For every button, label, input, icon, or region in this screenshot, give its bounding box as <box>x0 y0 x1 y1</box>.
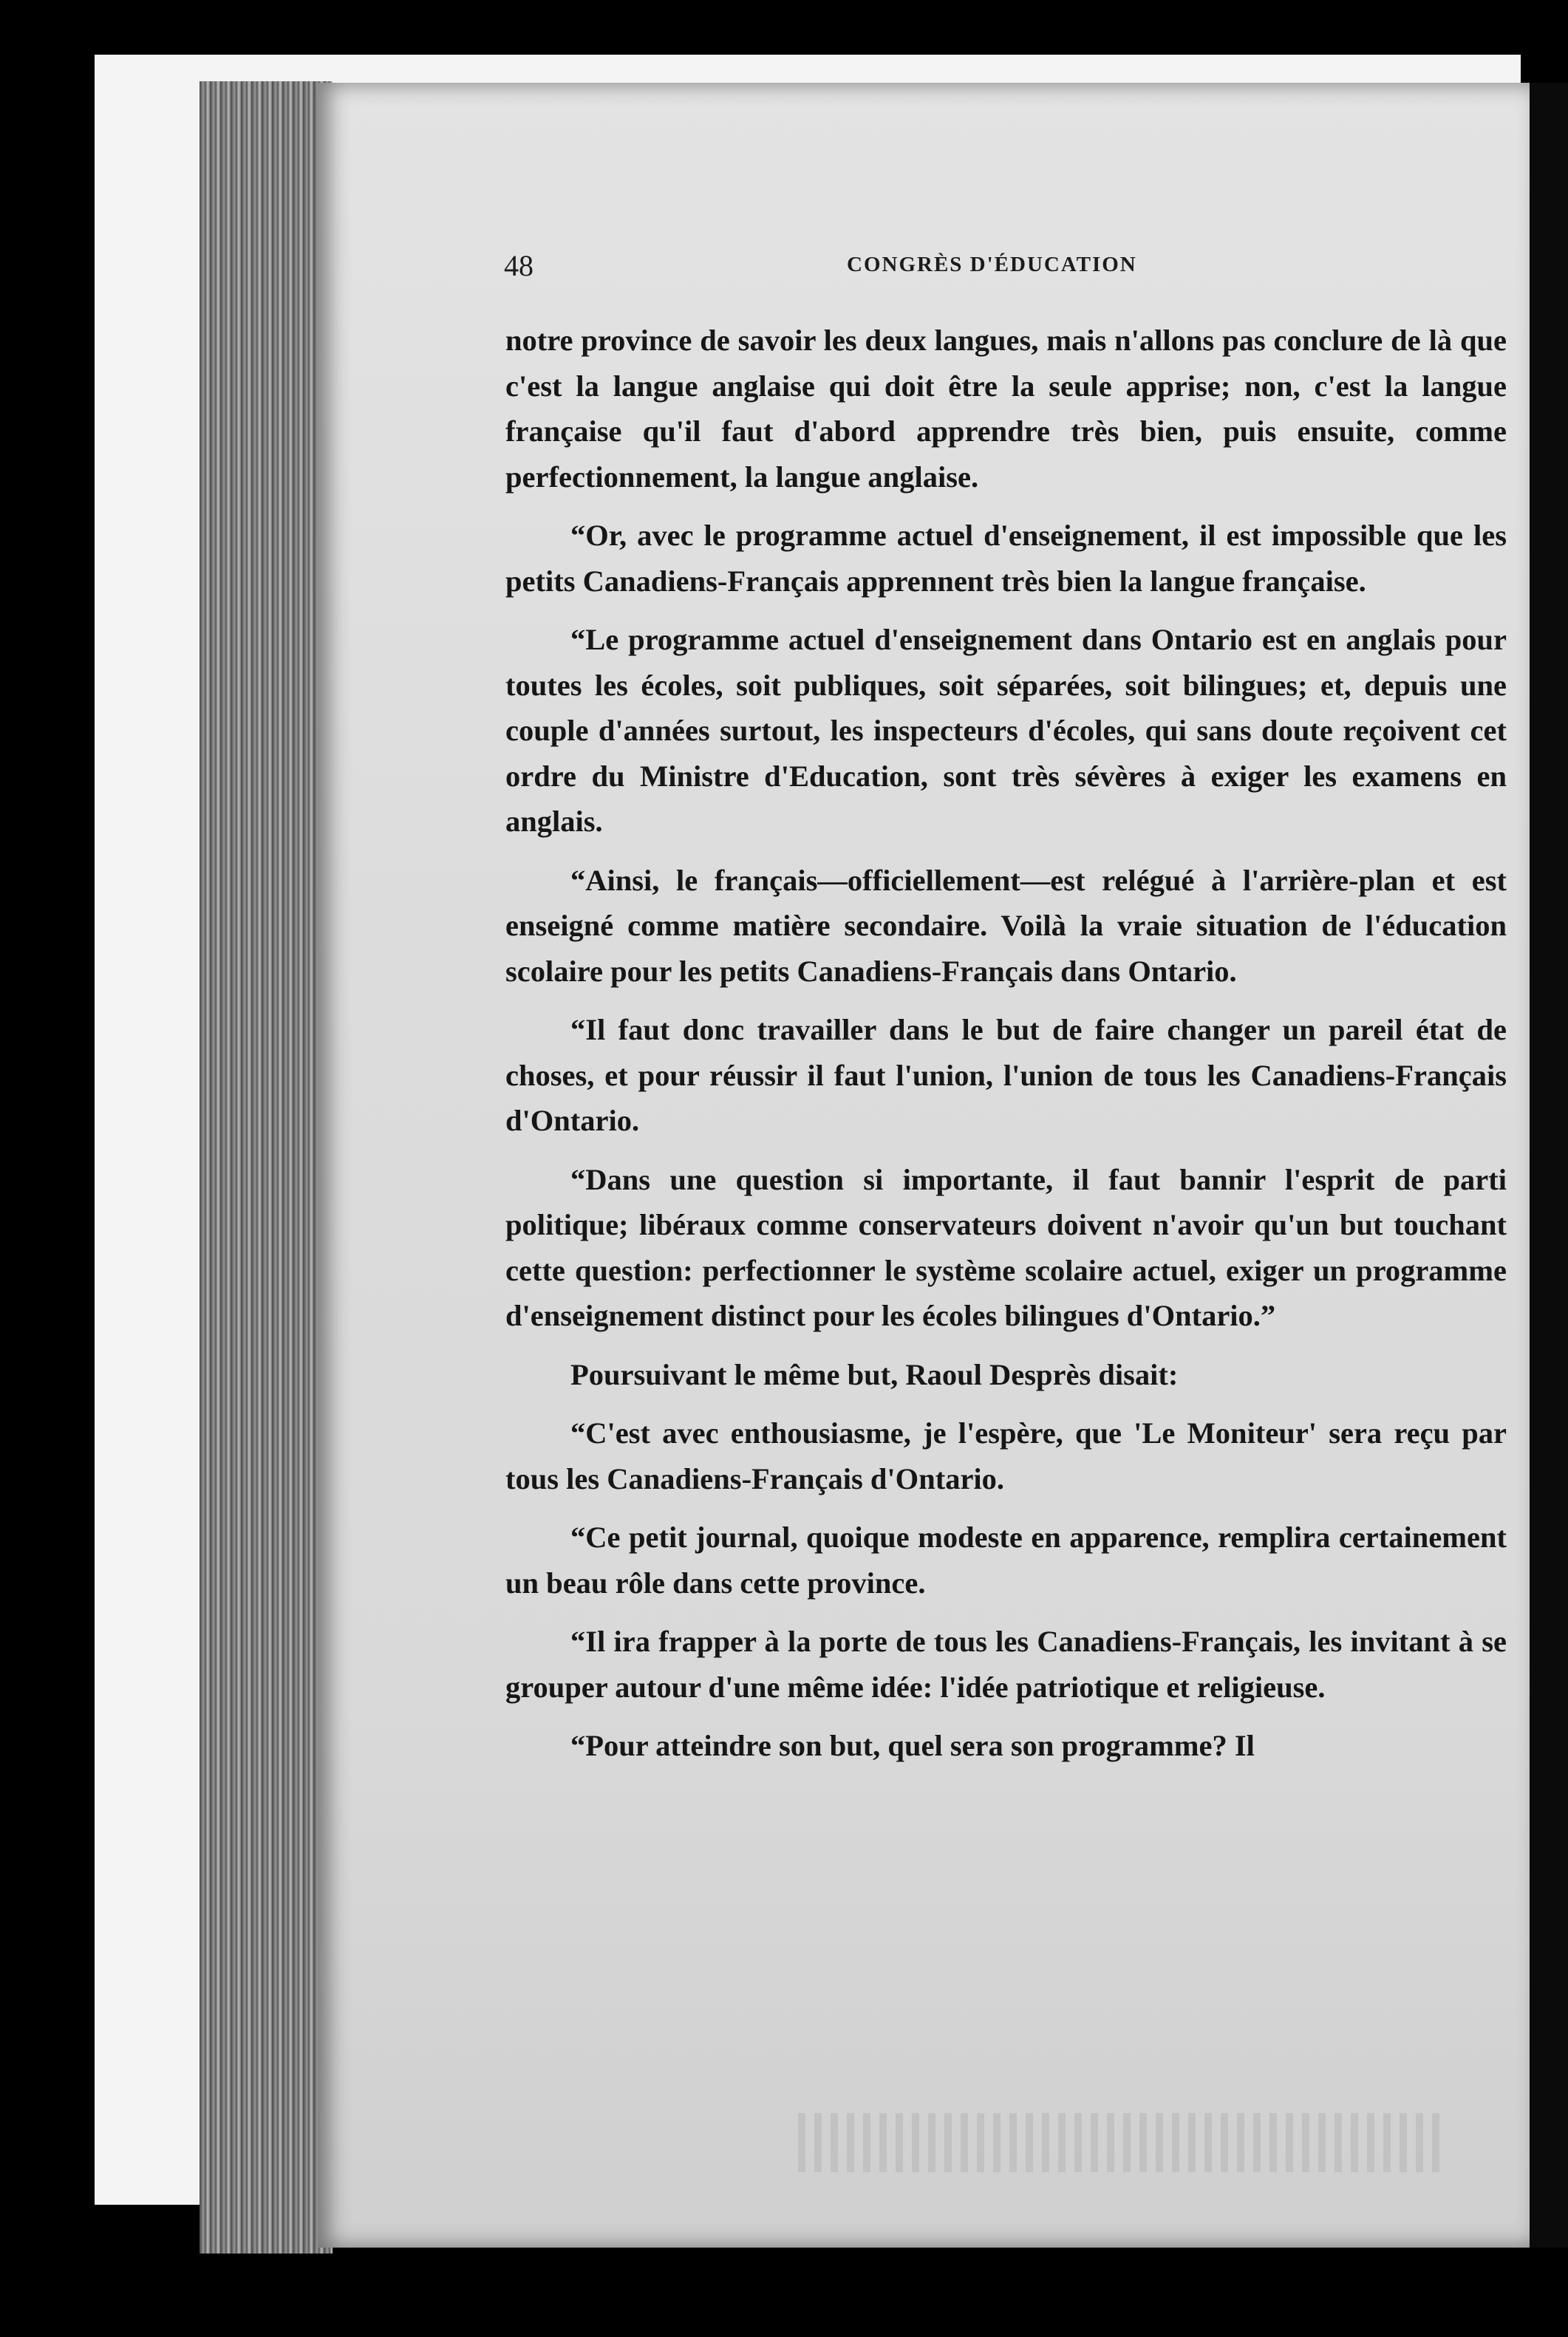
scan-border <box>1530 83 1568 2248</box>
running-header: CONGRÈS D'ÉDUCATION <box>847 253 1137 276</box>
paragraph-11: “Pour atteindre son but, quel sera son programme? Il <box>570 1729 1255 1762</box>
paragraph-10: “Il ira frapper à la porte de tous les Canadiens-Français, les invitant à se grouper autour d'une même idée: l'idée patriotique et religieuse. <box>505 1625 1507 1704</box>
body-text <box>505 318 1507 1782</box>
paragraph-4: “Ainsi, le français—officiellement—est relégué à l'arrière-plan et est enseigné comme matière secondaire. Voilà la vraie situation de l'éducation scolaire pour les petits Canadiens-Français dans Ontario. <box>505 863 1507 988</box>
paragraph-6: “Dans une question si importante, il faut bannir l'esprit de parti politique; libéraux comme conservateurs doivent n'avoir qu'un but touchant cette question: perfectionner le système scolaire actuel, exiger un programme d'enseignement distinct pour les écoles bilingues d'Ontario.” <box>505 1162 1507 1332</box>
paragraph-1: notre province de savoir les deux langues, mais n'allons pas conclure de là que c'est la langue anglaise qui doit être la seule apprise; non, c'est la langue française qu'il faut d'abord apprendre très bien, puis ensuite, comme perfectionnement, la langue anglaise. <box>505 324 1507 494</box>
page-edges <box>200 81 333 2254</box>
paragraph-7: Poursuivant le même but, Raoul Desprès disait: <box>570 1357 1179 1391</box>
paragraph-2: “Or, avec le programme actuel d'enseignement, il est impossible que les petits Canadiens-Français apprennent très bien la langue française. <box>505 519 1507 598</box>
page-number: 48 <box>504 249 534 282</box>
paragraph-3: “Le programme actuel d'enseignement dans Ontario est en anglais pour toutes les écoles, soit publiques, soit séparées, soit bilingues; et, depuis une couple d'années surtout, les inspecteurs d'écoles, qui sans doute reçoivent cet ordre du Ministre d'Education, sont très sévères à exiger les examens en anglais. <box>505 623 1507 838</box>
paragraph-5: “Il faut donc travailler dans le but de faire changer un pareil état de choses, et pour réussir il faut l'union, l'union de tous les Canadiens-Français d'Ontario. <box>505 1013 1507 1137</box>
bleed-through-text <box>798 2113 1448 2172</box>
paragraph-8: “C'est avec enthousiasme, je l'espère, que 'Le Moniteur' sera reçu par tous les Canadiens-Français d'Ontario. <box>505 1416 1507 1495</box>
paragraph-9: “Ce petit journal, quoique modeste en apparence, remplira certainement un beau rôle dans cette province. <box>505 1521 1507 1600</box>
